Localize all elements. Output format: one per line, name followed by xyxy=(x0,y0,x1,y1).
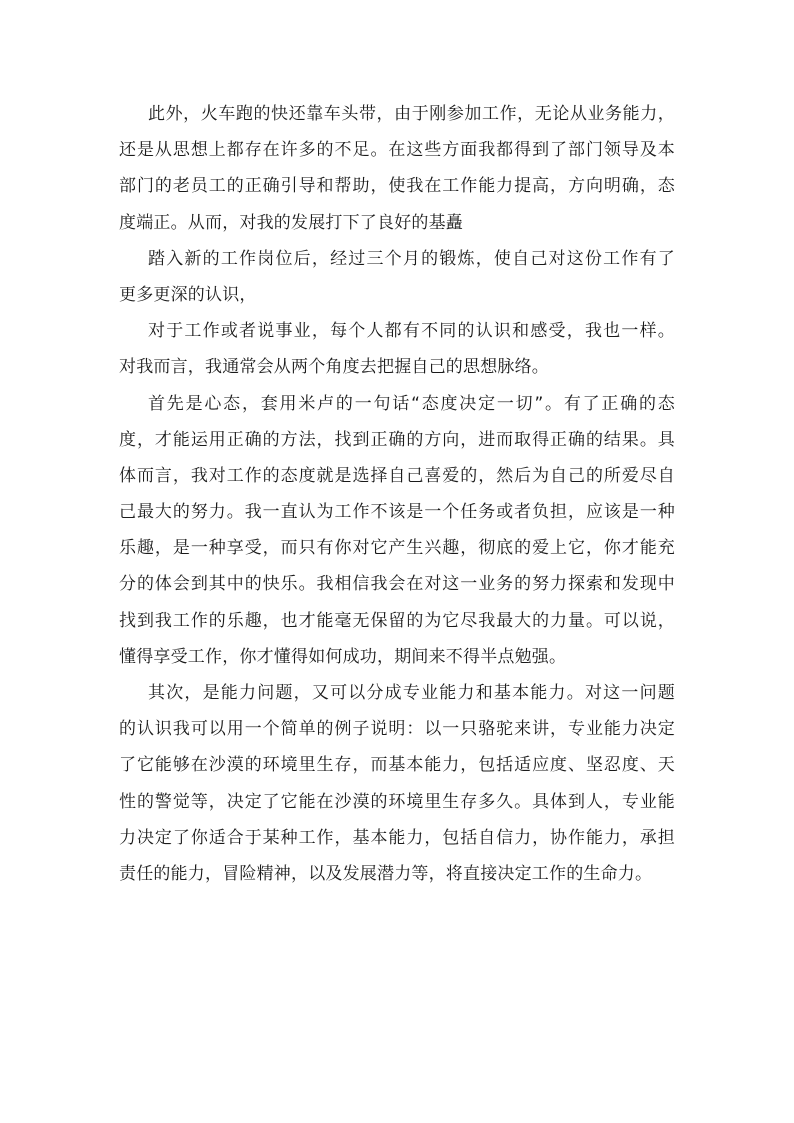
text-line: 懂得享受工作，你才懂得如何成功，期间来不得半点勉强。 xyxy=(119,646,567,667)
text-line: 己最大的努力。我一直认为工作不该是一个任务或者负担，应该是一种 xyxy=(119,502,675,523)
text-line: 部门的老员工的正确引导和帮助，使我在工作能力提高，方向明确，态 xyxy=(119,176,675,197)
paragraph-4 xyxy=(119,386,675,676)
paragraph-2 xyxy=(119,241,675,313)
text-line: 此外，火车跑的快还靠车头带，由于刚参加工作，无论从业务能力， xyxy=(148,104,675,124)
text-line: 责任的能力，冒险精神，以及发展潜力等，将直接决定工作的生命力。 xyxy=(119,863,653,884)
text-line: 体而言，我对工作的态度就是选择自己喜爱的，然后为自己的所爱尽自 xyxy=(119,465,675,486)
text-line: 的认识我可以用一个简单的例子说明：以一只骆驼来讲，专业能力决定 xyxy=(119,719,675,740)
text-line: 对于工作或者说事业，每个人都有不同的认识和感受，我也一样。 xyxy=(148,321,675,342)
text-line: 乐趣，是一种享受，而只有你对它产生兴趣，彻底的爱上它，你才能充 xyxy=(119,538,675,559)
text-line: 其次，是能力问题，又可以分成专业能力和基本能力。对这一问题 xyxy=(148,683,675,703)
text-line: 踏入新的工作岗位后，经过三个月的锻炼，使自己对这份工作有了 xyxy=(148,248,675,269)
text-line: 首先是心态，套用米卢的一句话“态度决定一切”。有了正确的态 xyxy=(148,393,675,414)
document-body xyxy=(119,96,675,892)
paragraph-5 xyxy=(119,675,675,892)
text-line: 了它能够在沙漠的环境里生存，而基本能力，包括适应度、坚忍度、天 xyxy=(119,755,675,776)
text-line: 找到我工作的乐趣，也才能毫无保留的为它尽我最大的力量。可以说， xyxy=(119,610,675,631)
text-line: 度端正。从而，对我的发展打下了良好的基矗 xyxy=(119,212,463,233)
paragraph-1 xyxy=(119,96,675,241)
text-line: 对我而言，我通常会从两个角度去把握自己的思想脉络。 xyxy=(119,357,549,378)
paragraph-3 xyxy=(119,313,675,385)
text-line: 分的体会到其中的快乐。我相信我会在对这一业务的努力探索和发现中 xyxy=(119,574,675,595)
text-line: 力决定了你适合于某种工作，基本能力，包括自信力，协作能力，承担 xyxy=(119,827,675,848)
text-line: 还是从思想上都存在许多的不足。在这些方面我都得到了部门领导及本 xyxy=(119,140,675,161)
text-line: 更多更深的认识， xyxy=(119,284,257,305)
text-line: 性的警觉等，决定了它能在沙漠的环境里生存多久。具体到人，专业能 xyxy=(119,791,675,812)
text-line: 度，才能运用正确的方法，找到正确的方向，进而取得正确的结果。具 xyxy=(119,429,675,450)
